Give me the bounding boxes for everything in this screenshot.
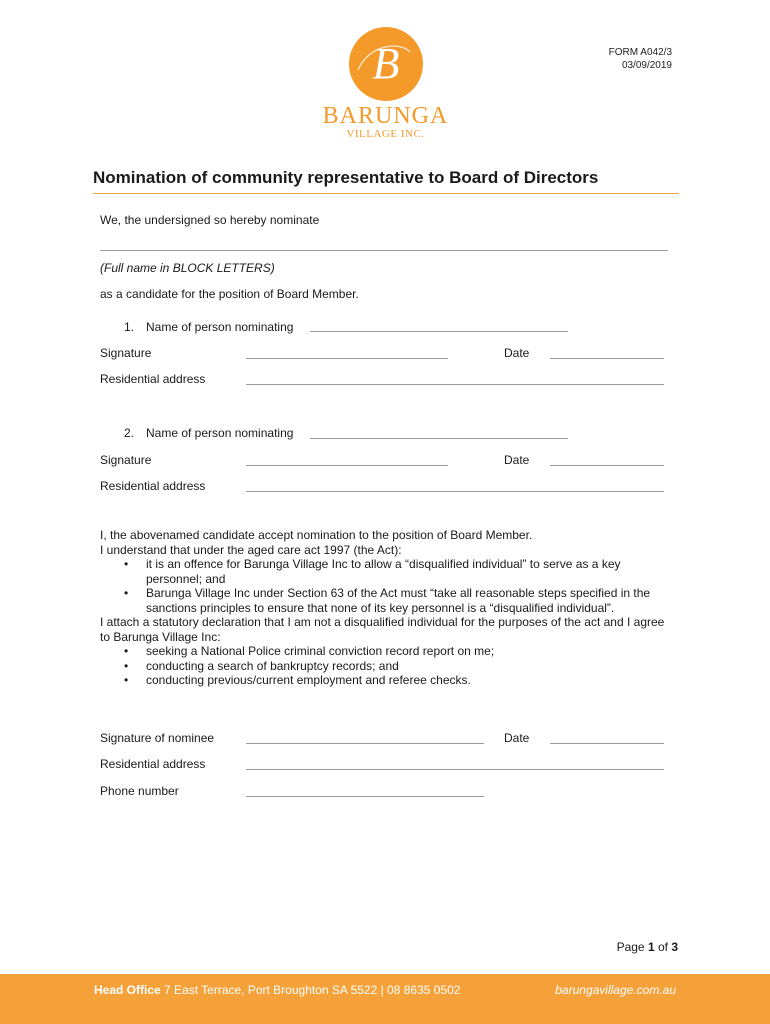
logo-letter: B — [372, 39, 399, 88]
bullet-icon: • — [124, 586, 129, 600]
footer-website-link[interactable]: barungavillage.com.au — [555, 983, 676, 997]
list-item: • conducting a search of bankruptcy records; and — [124, 658, 399, 673]
bullet-icon: • — [124, 644, 129, 658]
document-title: Nomination of community representative to Board of Directors — [93, 168, 599, 187]
nominator-1-address-label: Residential address — [100, 372, 206, 386]
logo-name: BARUNGA — [322, 103, 449, 129]
list-item: • Barunga Village Inc under Section 63 of the Act must “take all reasonable steps specified in the sanctions principles to ensure that none of its key personnel is a “disqualified individual”. — [124, 586, 651, 615]
title-divider — [93, 193, 679, 194]
page-number: Page 1 of 3 — [616, 940, 678, 954]
nominator-2-label: Name of person nominating — [146, 426, 294, 440]
nominee-signature-label: Signature of nominee — [100, 731, 215, 745]
full-name-note: (Full name in BLOCK LETTERS) — [100, 261, 275, 275]
nominee-address-field[interactable] — [246, 769, 664, 770]
nominee-date-field[interactable] — [550, 743, 664, 744]
bullet-icon: • — [124, 557, 129, 571]
nominator-1-label: Name of person nominating — [146, 320, 294, 334]
nominator-1-number: 1. — [124, 320, 135, 334]
act-conditions-list — [100, 557, 670, 615]
list-item: • conducting previous/current employment and referee checks. — [124, 673, 471, 687]
nominator-1-signature-field[interactable] — [246, 358, 448, 359]
nominator-1-name-field[interactable] — [310, 331, 568, 332]
footer-address-text: 7 East Terrace, Port Broughton SA 5522 | 08 8635 0502 — [160, 983, 461, 997]
footer-address — [94, 983, 460, 997]
barunga-logo — [318, 26, 453, 140]
nominator-2-date-field[interactable] — [550, 465, 664, 466]
footer-head-office-label: Head Office — [94, 983, 161, 997]
nominee-address-label: Residential address — [100, 757, 206, 771]
form-date: 03/09/2019 — [621, 60, 672, 71]
acceptance-section — [100, 528, 670, 688]
nominator-1-signature-label: Signature — [100, 346, 152, 360]
acceptance-line-3: I attach a statutory declaration that I am not a disqualified individual for the purposes of the act and I agree to Barunga Village Inc: — [100, 615, 665, 644]
nominator-2-signature-field[interactable] — [246, 465, 448, 466]
nominee-phone-label: Phone number — [100, 784, 179, 798]
nominator-2-signature-label: Signature — [100, 453, 152, 467]
nominee-name-field[interactable] — [100, 250, 668, 251]
logo-subtitle: VILLAGE INC. — [346, 128, 425, 140]
intro-text: We, the undersigned so hereby nominate — [100, 213, 320, 227]
nominator-2-name-field[interactable] — [310, 438, 568, 439]
acceptance-line-2: I understand that under the aged care act 1997 (the Act): — [100, 542, 402, 557]
acceptance-line-1: I, the abovenamed candidate accept nomination to the position of Board Member. — [100, 528, 533, 542]
nominator-2-address-label: Residential address — [100, 479, 206, 493]
nominator-2-number: 2. — [124, 426, 135, 440]
nominee-phone-field[interactable] — [246, 796, 484, 797]
nominator-1-address-field[interactable] — [246, 384, 664, 385]
form-code: FORM A042/3 — [608, 47, 672, 58]
list-item: • it is an offence for Barunga Village Inc to allow a “disqualified individual” to serve as a key personnel; and — [124, 557, 621, 586]
nominator-2-address-field[interactable] — [246, 491, 664, 492]
nominator-1-date-field[interactable] — [550, 358, 664, 359]
form-code-block — [609, 46, 672, 72]
footer-bar — [0, 974, 770, 1024]
logo-emblem-icon — [348, 26, 424, 102]
agreement-list — [100, 644, 670, 688]
nominator-1-date-label: Date — [504, 346, 530, 360]
list-item: • seeking a National Police criminal conviction record report on me; — [124, 644, 495, 658]
nominee-date-label: Date — [504, 731, 530, 745]
bullet-icon: • — [124, 658, 129, 673]
nominator-2-date-label: Date — [504, 453, 530, 467]
nominee-signature-field[interactable] — [246, 743, 484, 744]
candidate-text: as a candidate for the position of Board Member. — [100, 287, 359, 301]
bullet-icon: • — [124, 673, 129, 687]
